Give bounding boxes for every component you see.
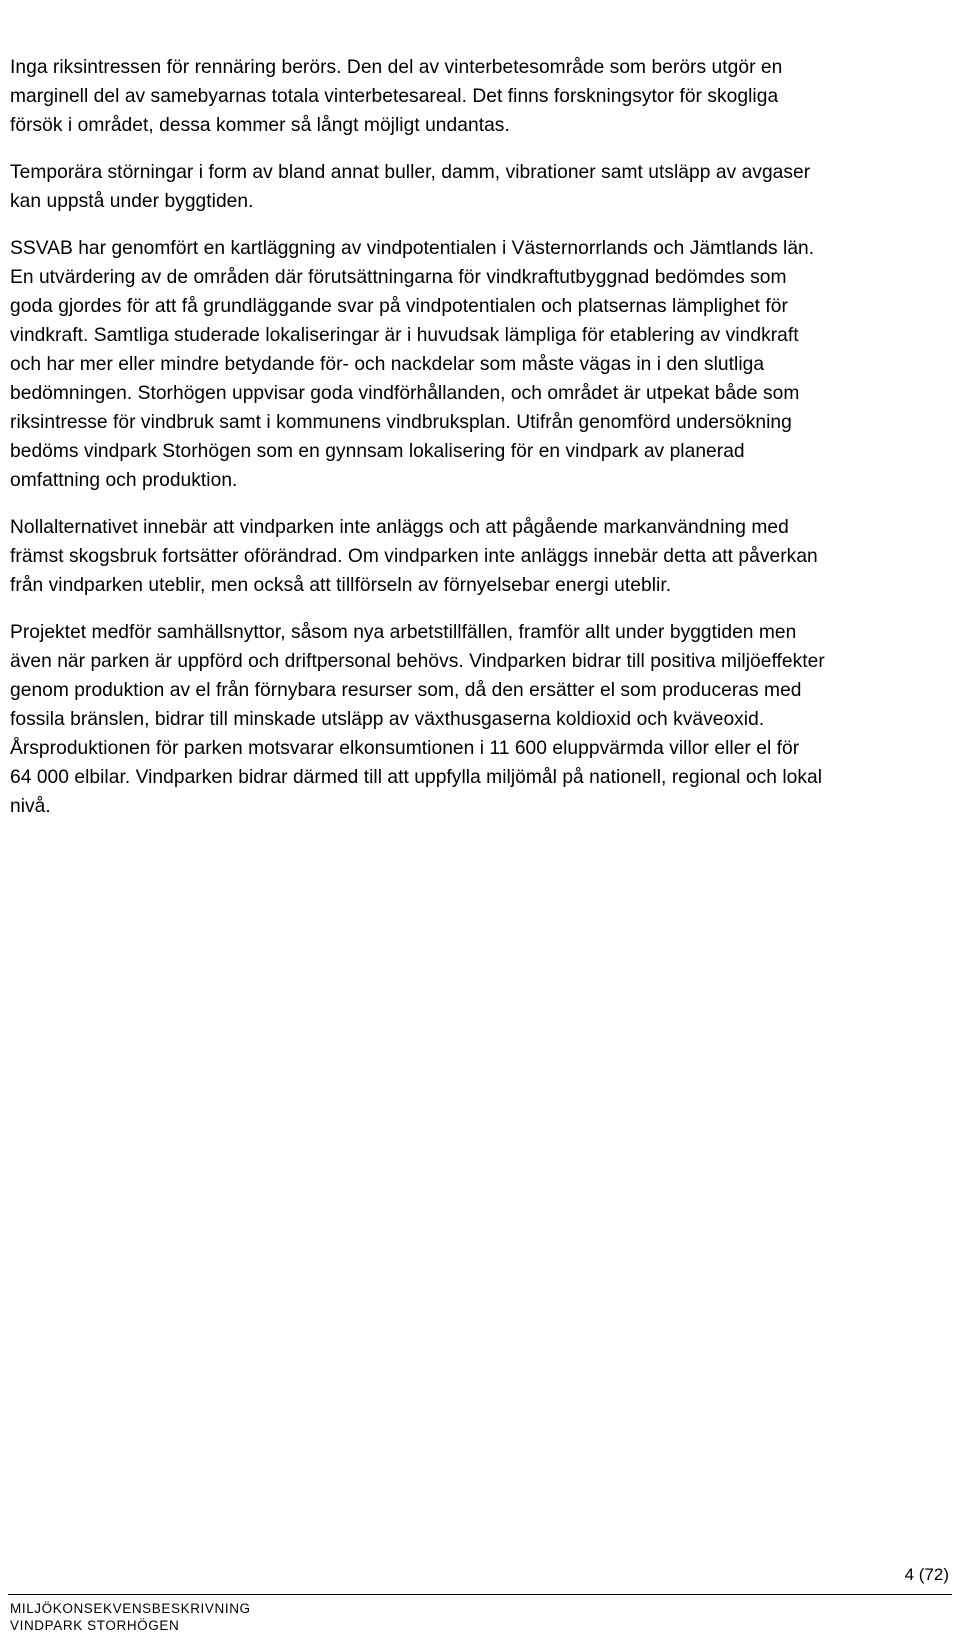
page-number: 4 (72): [904, 1565, 949, 1584]
paragraph-societal-benefits: Projektet medför samhällsnyttor, såsom nya arbetstillfällen, framför allt under byggtiden men även när parken är uppförd och driftpersonal behövs. Vindparken bidrar till positiva miljöeffekter genom produktion av el från förnybara resurser som, då den ersätter el som produceras med fossila bränslen, bidrar till minskade utsläpp av växthusgaserna koldioxid och kväveoxid. Årsproduktionen för parken motsvarar elkonsumtionen i 11 600 eluppvärmda villor eller el för 64 000 elbilar. Vindparken bidrar därmed till att uppfylla miljömål på nationell, regional och lokal nivå.: [10, 622, 825, 817]
footer-document-type: MILJÖKONSEKVENSBESKRIVNING: [10, 1601, 251, 1616]
paragraph-wind-potential-survey: SSVAB har genomfört en kartläggning av vindpotentialen i Västernorrlands och Jämtlands län. En utvärdering av de områden där förutsättningarna för vindkraftutbyggnad bedömdes som goda gjordes för att få grundläggande svar på vindpotentialen och platsernas lämplighet för vindkraft. Samtliga studerade lokaliseringar är i huvudsak lämpliga för etablering av vindkraft och har mer eller mindre betydande för- och nackdelar som måste vägas in i den slutliga bedömningen. Storhögen uppvisar goda vindförhållanden, och området är utpekat både som riksintresse för vindbruk samt i kommunens vindbruksplan. Utifrån genomförd undersökning bedöms vindpark Storhögen som en gynnsam lokalisering för en vindpark av planerad omfattning och produktion.: [10, 238, 815, 491]
paragraph-reindeer-herding: Inga riksintressen för rennäring berörs. Den del av vinterbetesområde som berörs utgör en marginell del av samebyarnas totala vinterbetesareal. Det finns forskningsytor för skogliga försök i området, dessa kommer så långt möjligt undantas.: [10, 57, 783, 136]
page-footer: [10, 1600, 251, 1634]
document-body: [10, 53, 950, 839]
footer-divider: [8, 1594, 952, 1595]
footer-project-name: VINDPARK STORHÖGEN: [10, 1618, 180, 1633]
paragraph-zero-alternative: Nollalternativet innebär att vindparken inte anläggs och att pågående markanvändning med främst skogsbruk fortsätter oförändrad. Om vindparken inte anläggs innebär detta att påverkan från vindparken uteblir, men också att tillförseln av förnyelsebar energi uteblir.: [10, 517, 818, 596]
paragraph-temporary-disturbances: Temporära störningar i form av bland annat buller, damm, vibrationer samt utsläpp av avgaser kan uppstå under byggtiden.: [10, 162, 811, 212]
